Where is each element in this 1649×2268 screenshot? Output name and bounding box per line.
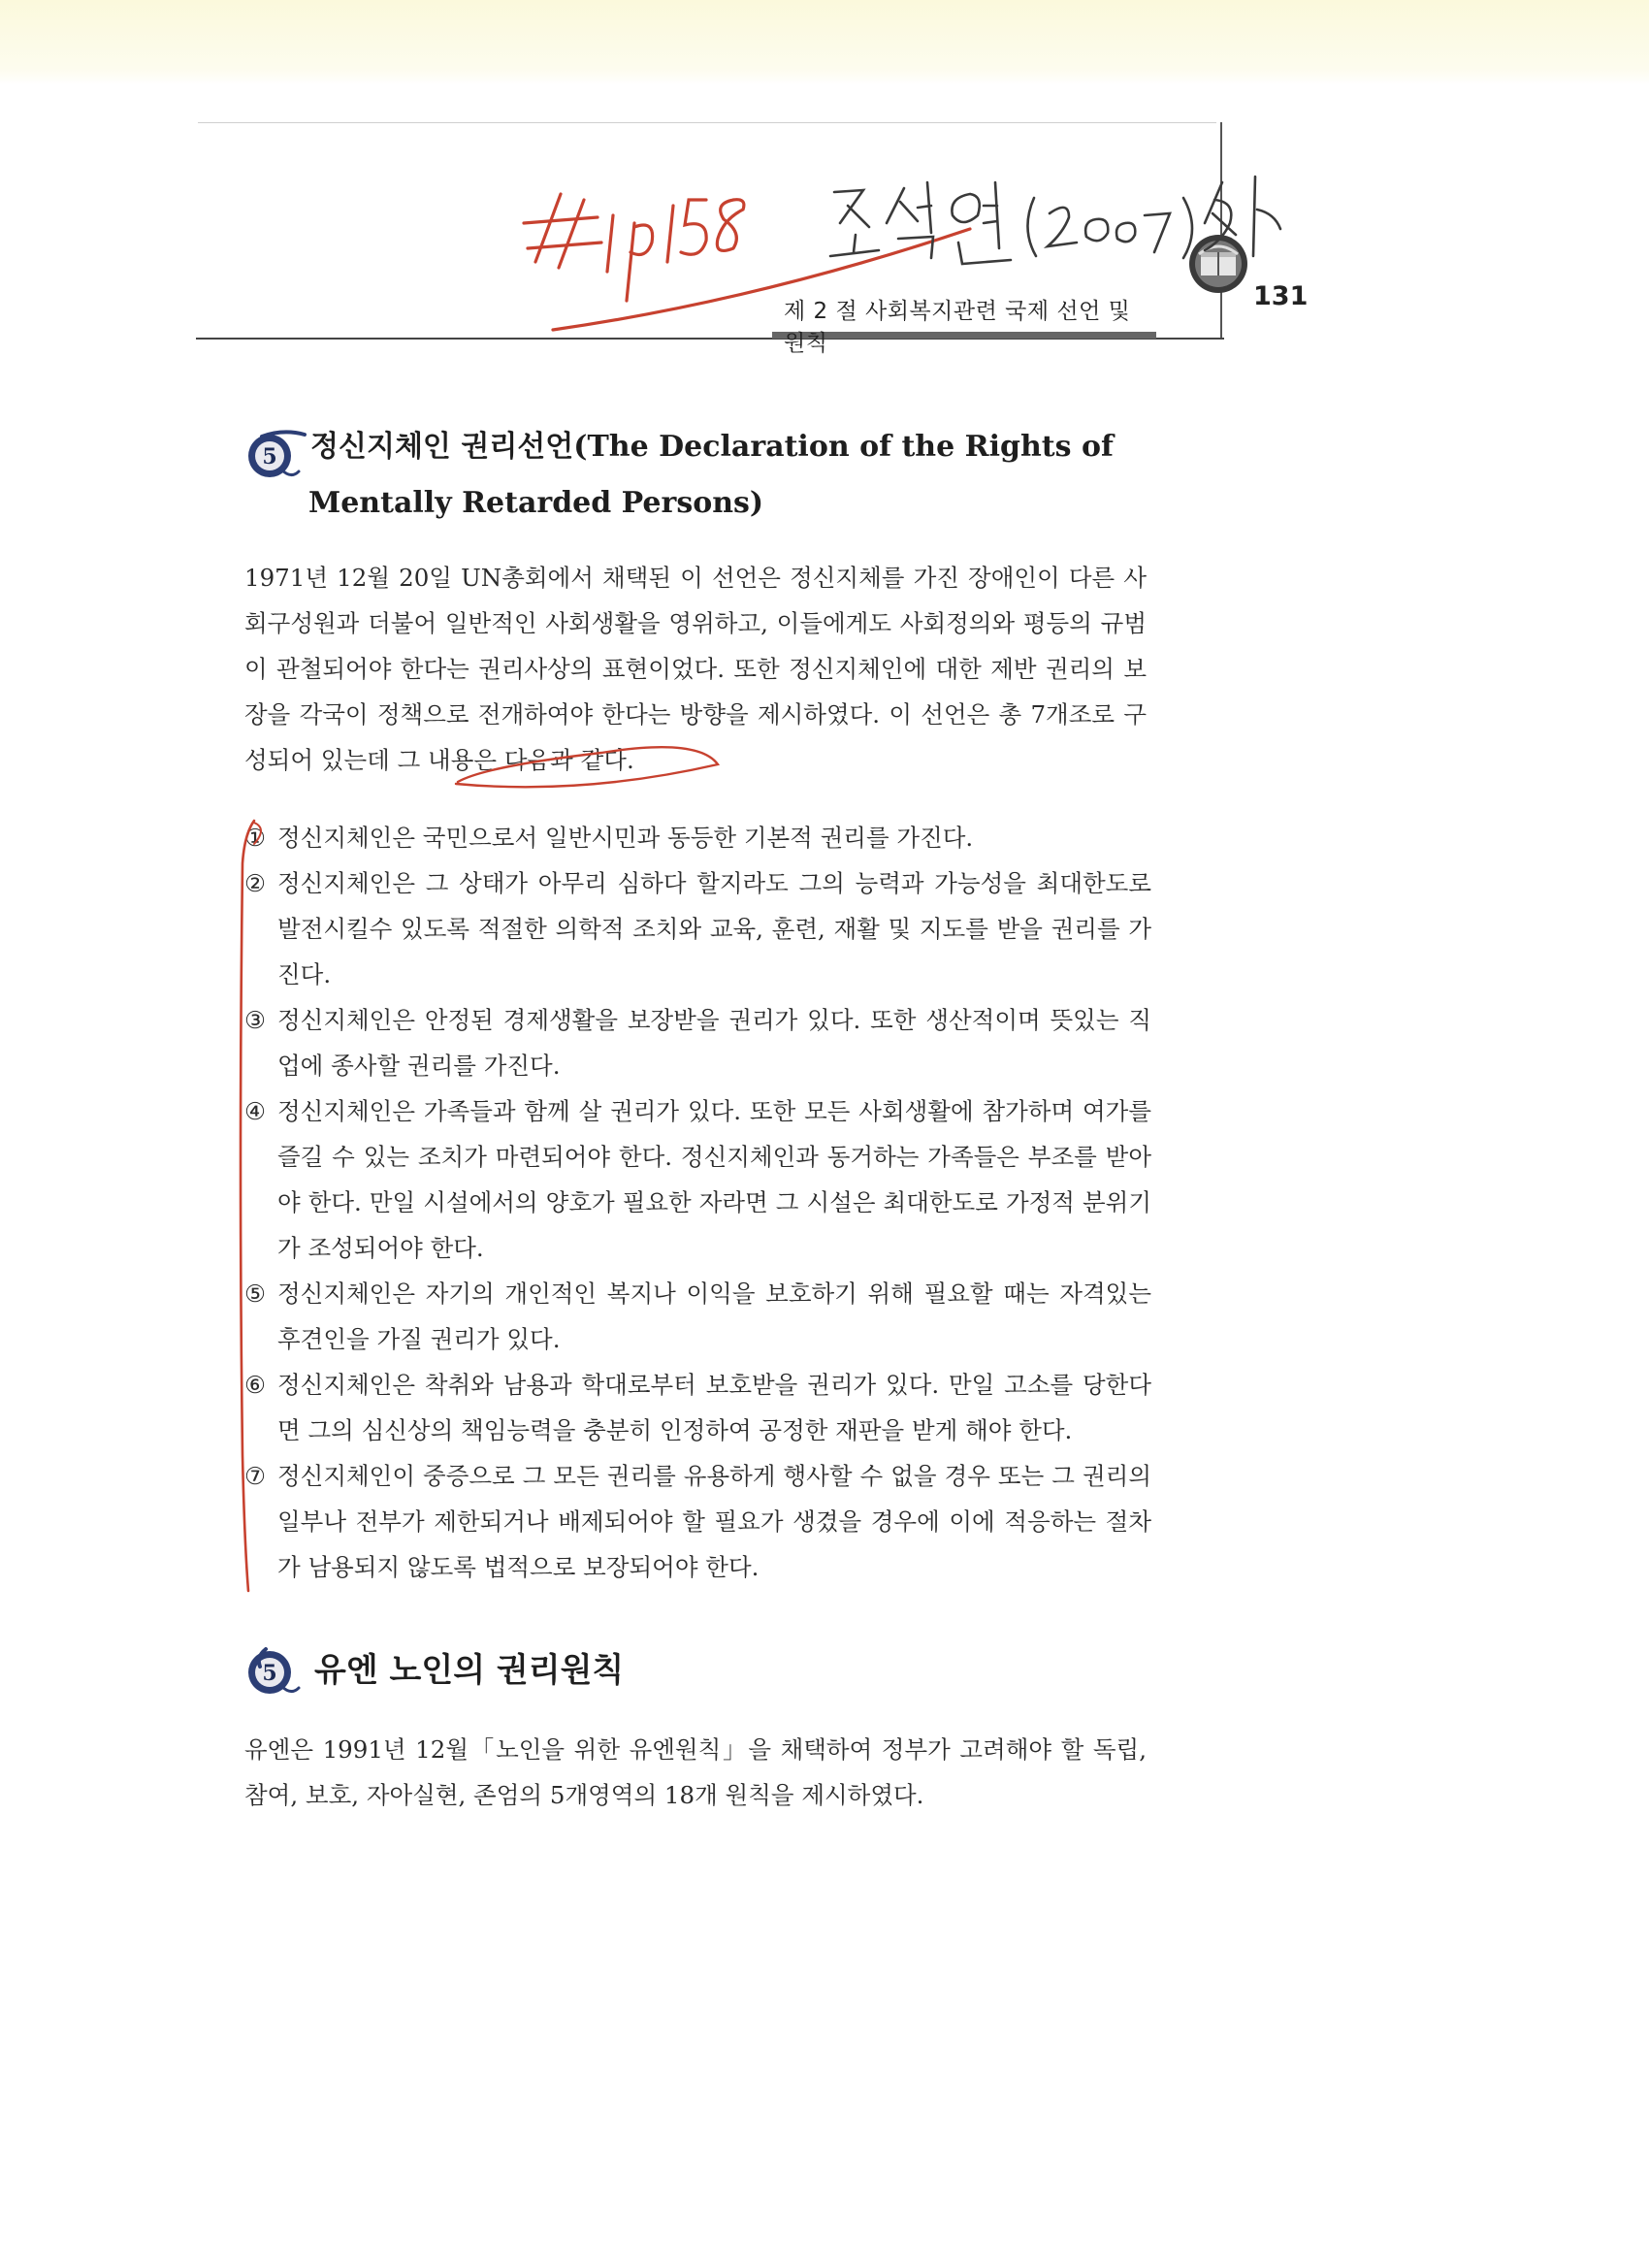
header-top-rule	[198, 122, 1216, 123]
list-item	[244, 1453, 1151, 1590]
list-marker: ③	[244, 1006, 266, 1034]
section-title-un-elderly-principles	[244, 1647, 1166, 1694]
list-marker: ①	[244, 824, 266, 852]
list-item-text: 정신지체인은 가족들과 함께 살 권리가 있다. 또한 모든 사회생활에 참가하며 여가를 즐길 수 있는 조치가 마련되어야 한다. 정신지체인과 동거하는 가족들은 부조를 받아야 한다. 만일 시설에서의 양호가 필요한 자라면 그 시설은 최대한도로 가정적 분위기가 조성되어야 한다.	[277, 1097, 1151, 1262]
list-item-text: 정신지체인이 중증으로 그 모든 권리를 유용하게 행사할 수 없을 경우 또는 그 권리의 일부나 전부가 제한되거나 배제되어야 할 필요가 생겼을 경우에 이에 적응하는 절차가 남용되지 않도록 법적으로 보장되어야 한다.	[277, 1462, 1151, 1581]
list-item	[244, 860, 1151, 997]
list-item	[244, 1088, 1151, 1271]
section-number-label: 5	[262, 1661, 277, 1686]
list-marker: ②	[244, 869, 266, 897]
rights-list	[244, 815, 1151, 1590]
un-principles-paragraph: 유엔은 1991년 12월「노인을 위한 유엔원칙」을 채택하여 정부가 고려해야 할 독립, 참여, 보호, 자아실현, 존엄의 5개영역의 18개 원칙을 제시하였다.	[244, 1735, 1147, 1809]
list-item-text: 정신지체인은 그 상태가 아무리 심하다 할지라도 그의 능력과 가능성을 최대한도로 발전시킬수 있도록 적절한 의학적 조치와 교육, 훈련, 재활 및 지도를 받을 권리를 가진다.	[277, 869, 1151, 988]
handwritten-annotation	[514, 155, 1310, 340]
list-item-text: 정신지체인은 자기의 개인적인 복지나 이익을 보호하기 위해 필요할 때는 자격있는 후견인을 가질 권리가 있다.	[277, 1280, 1151, 1353]
list-item-text: 정신지체인은 국민으로서 일반시민과 동등한 기본적 권리를 가진다.	[277, 824, 974, 852]
list-marker: ⑤	[244, 1280, 266, 1308]
section-title: 유엔 노인의 권리원칙	[314, 1651, 625, 1690]
section-title-line2: Mentally Retarded Persons)	[308, 486, 764, 520]
list-item	[244, 1362, 1151, 1453]
list-item-text: 정신지체인은 착취와 남용과 학대로부터 보호받을 권리가 있다. 만일 고소를 당한다면 그의 심신상의 책임능력을 충분히 인정하여 공정한 재판을 받게 해야 한다.	[277, 1371, 1151, 1444]
section-title-rights-declaration	[244, 419, 1166, 532]
list-marker: ④	[244, 1097, 266, 1125]
page-number: 131	[1253, 281, 1309, 311]
list-item-text: 정신지체인은 안정된 경제생활을 보장받을 권리가 있다. 또한 생산적이며 뜻있는 직업에 종사할 권리를 가진다.	[277, 1006, 1151, 1080]
scan-top-band	[0, 0, 1649, 85]
list-marker: ⑥	[244, 1371, 266, 1399]
list-item	[244, 1271, 1151, 1362]
list-item	[244, 815, 1151, 860]
intro-paragraph: 1971년 12월 20일 UN총회에서 채택된 이 선언은 정신지체를 가진 장애인이 다른 사회구성원과 더불어 일반적인 사회생활을 영위하고, 이들에게도 사회정의와 평등의 규범이 관철되어야 한다는 권리사상의 표현이었다. 또한 정신지체인에 대한 제반 권리의 보장을 각국이 정책으로 전개하여야 한다는 방향을 제시하였다. 이 선언은 총 7개조로 구성되어 있는데 그 내용은 다음과 같다.	[244, 564, 1147, 774]
list-item	[244, 997, 1151, 1088]
section-title-line1: 정신지체인 권리선언(The Declaration of the Rights of	[310, 430, 1114, 464]
list-marker: ⑦	[244, 1462, 266, 1490]
section-number-label: 5	[262, 444, 277, 470]
running-head: 제 2 절 사회복지관련 국제 선언 및 원칙	[784, 299, 1131, 356]
